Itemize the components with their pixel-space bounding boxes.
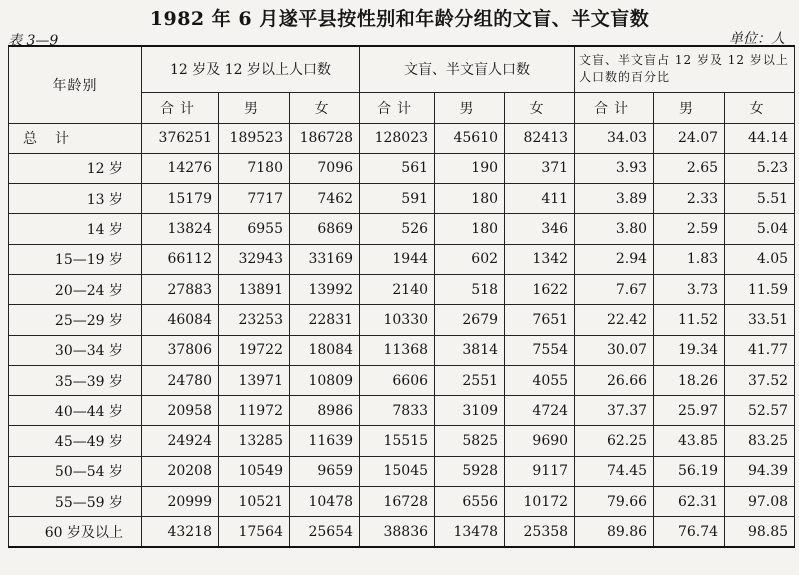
table-cell: 24.07 (654, 123, 725, 153)
table-cell: 10809 (290, 365, 360, 395)
table-row (9, 274, 795, 304)
table-cell: 2.65 (654, 153, 725, 183)
table-cell: 98.85 (725, 517, 795, 547)
table-cell: 10521 (219, 487, 290, 517)
row-label: 35—39 岁 (9, 365, 142, 395)
table-cell: 5.51 (725, 184, 795, 214)
table-cell: 19722 (219, 335, 290, 365)
table-cell: 180 (435, 184, 505, 214)
table-cell: 89.86 (575, 517, 654, 547)
table-row (9, 396, 795, 426)
table-cell: 19.34 (654, 335, 725, 365)
table-cell: 45610 (435, 123, 505, 153)
table-cell: 17564 (219, 517, 290, 547)
table-cell: 9659 (290, 456, 360, 486)
table-cell: 11368 (360, 335, 435, 365)
table-cell: 6556 (435, 487, 505, 517)
table-cell: 33169 (290, 244, 360, 274)
subheader-female: 女 (505, 92, 575, 123)
table-cell: 46084 (142, 305, 219, 335)
row-label: 25—29 岁 (9, 305, 142, 335)
table-cell: 7833 (360, 396, 435, 426)
table-row (9, 365, 795, 395)
table-cell: 561 (360, 153, 435, 183)
group-header-illiterate: 文盲、半文盲人口数 (360, 46, 575, 92)
table-row (9, 123, 795, 153)
table-cell: 10172 (505, 487, 575, 517)
table-cell: 79.66 (575, 487, 654, 517)
table-cell: 11639 (290, 426, 360, 456)
table-cell: 22.42 (575, 305, 654, 335)
table-cell: 7651 (505, 305, 575, 335)
table-row (9, 305, 795, 335)
table-row (9, 426, 795, 456)
subheader-total: 合计 (360, 92, 435, 123)
table-cell: 186728 (290, 123, 360, 153)
table-cell: 2551 (435, 365, 505, 395)
table-cell: 25.97 (654, 396, 725, 426)
row-label: 15—19 岁 (9, 244, 142, 274)
table-cell: 13478 (435, 517, 505, 547)
subheader-male: 男 (435, 92, 505, 123)
table-cell: 128023 (360, 123, 435, 153)
literacy-table (8, 45, 795, 548)
table-cell: 25654 (290, 517, 360, 547)
table-row (9, 456, 795, 486)
table-cell: 10549 (219, 456, 290, 486)
table-cell: 2.59 (654, 214, 725, 244)
row-label: 60 岁及以上 (9, 517, 142, 547)
table-cell: 37.37 (575, 396, 654, 426)
table-cell: 18084 (290, 335, 360, 365)
subheader-female: 女 (290, 92, 360, 123)
table-cell: 3109 (435, 396, 505, 426)
table-cell: 3.93 (575, 153, 654, 183)
table-row (9, 214, 795, 244)
table-cell: 5825 (435, 426, 505, 456)
table-cell: 1622 (505, 274, 575, 304)
table-cell: 41.77 (725, 335, 795, 365)
table-cell: 3.73 (654, 274, 725, 304)
row-label: 20—24 岁 (9, 274, 142, 304)
table-cell: 62.25 (575, 426, 654, 456)
table-cell: 27883 (142, 274, 219, 304)
table-cell: 3.80 (575, 214, 654, 244)
row-label: 12 岁 (9, 153, 142, 183)
table-cell: 43.85 (654, 426, 725, 456)
table-cell: 32943 (219, 244, 290, 274)
table-cell: 3814 (435, 335, 505, 365)
table-cell: 13971 (219, 365, 290, 395)
table-cell: 15179 (142, 184, 219, 214)
table-cell: 66112 (142, 244, 219, 274)
table-cell: 18.26 (654, 365, 725, 395)
subheader-male: 男 (219, 92, 290, 123)
table-cell: 8986 (290, 396, 360, 426)
page-title: 1982 年 6 月遂平县按性别和年龄分组的文盲、半文盲数 (149, 8, 650, 30)
table-cell: 376251 (142, 123, 219, 153)
row-label: 45—49 岁 (9, 426, 142, 456)
table-cell: 37.52 (725, 365, 795, 395)
table-cell: 82413 (505, 123, 575, 153)
table-cell: 180 (435, 214, 505, 244)
table-body (9, 123, 795, 547)
subheader-total: 合计 (575, 92, 654, 123)
table-cell: 83.25 (725, 426, 795, 456)
table-cell: 189523 (219, 123, 290, 153)
row-label: 14 岁 (9, 214, 142, 244)
table-cell: 13891 (219, 274, 290, 304)
table-cell: 371 (505, 153, 575, 183)
table-cell: 4055 (505, 365, 575, 395)
row-label: 40—44 岁 (9, 396, 142, 426)
table-cell: 10330 (360, 305, 435, 335)
table-cell: 97.08 (725, 487, 795, 517)
table-cell: 76.74 (654, 517, 725, 547)
subheader-male: 男 (654, 92, 725, 123)
table-cell: 2679 (435, 305, 505, 335)
table-row (9, 487, 795, 517)
table-cell: 25358 (505, 517, 575, 547)
table-cell: 23253 (219, 305, 290, 335)
table-cell: 1944 (360, 244, 435, 274)
table-cell: 14276 (142, 153, 219, 183)
table-cell: 26.66 (575, 365, 654, 395)
table-cell: 7554 (505, 335, 575, 365)
table-cell: 34.03 (575, 123, 654, 153)
table-row (9, 517, 795, 547)
table-cell: 38836 (360, 517, 435, 547)
age-header: 年龄别 (9, 46, 142, 123)
row-label: 50—54 岁 (9, 456, 142, 486)
table-cell: 16728 (360, 487, 435, 517)
table-cell: 11.59 (725, 274, 795, 304)
table-cell: 9690 (505, 426, 575, 456)
table-cell: 10478 (290, 487, 360, 517)
table-cell: 15045 (360, 456, 435, 486)
table-cell: 7180 (219, 153, 290, 183)
table-cell: 11.52 (654, 305, 725, 335)
table-cell: 20208 (142, 456, 219, 486)
row-label: 55—59 岁 (9, 487, 142, 517)
table-cell: 20999 (142, 487, 219, 517)
row-label: 30—34 岁 (9, 335, 142, 365)
table-cell: 1342 (505, 244, 575, 274)
table-cell: 5928 (435, 456, 505, 486)
table-cell: 52.57 (725, 396, 795, 426)
table-cell: 6955 (219, 214, 290, 244)
table-cell: 3.89 (575, 184, 654, 214)
table-row (9, 244, 795, 274)
table-cell: 44.14 (725, 123, 795, 153)
table-cell: 7717 (219, 184, 290, 214)
table-cell: 1.83 (654, 244, 725, 274)
table-cell: 7.67 (575, 274, 654, 304)
table-cell: 15515 (360, 426, 435, 456)
table-cell: 24924 (142, 426, 219, 456)
table-cell: 37806 (142, 335, 219, 365)
table-cell: 33.51 (725, 305, 795, 335)
table-cell: 5.04 (725, 214, 795, 244)
table-cell: 2.94 (575, 244, 654, 274)
table-cell: 346 (505, 214, 575, 244)
table-cell: 13285 (219, 426, 290, 456)
row-label: 13 岁 (9, 184, 142, 214)
subheader-female: 女 (725, 92, 795, 123)
table-cell: 7096 (290, 153, 360, 183)
table-cell: 74.45 (575, 456, 654, 486)
table-cell: 7462 (290, 184, 360, 214)
table-cell: 13824 (142, 214, 219, 244)
table-cell: 2.33 (654, 184, 725, 214)
table-cell: 43218 (142, 517, 219, 547)
subheader-total: 合计 (142, 92, 219, 123)
table-cell: 62.31 (654, 487, 725, 517)
table-cell: 56.19 (654, 456, 725, 486)
table-row (9, 335, 795, 365)
table-cell: 190 (435, 153, 505, 183)
table-cell: 4724 (505, 396, 575, 426)
row-label: 总计 (9, 123, 142, 153)
table-cell: 4.05 (725, 244, 795, 274)
table-cell: 13992 (290, 274, 360, 304)
group-header-population: 12 岁及 12 岁以上人口数 (142, 46, 360, 92)
table-cell: 11972 (219, 396, 290, 426)
unit-label: 单位：人 (729, 31, 785, 47)
table-number: 表 3—9 (8, 33, 59, 49)
table-cell: 526 (360, 214, 435, 244)
table-row (9, 153, 795, 183)
table-cell: 411 (505, 184, 575, 214)
table-cell: 2140 (360, 274, 435, 304)
table-cell: 9117 (505, 456, 575, 486)
table-cell: 22831 (290, 305, 360, 335)
table-cell: 20958 (142, 396, 219, 426)
table-cell: 602 (435, 244, 505, 274)
table-cell: 6869 (290, 214, 360, 244)
table-row (9, 184, 795, 214)
group-header-percentage: 文盲、半文盲占 12 岁及 12 岁以上人口数的百分比 (575, 46, 795, 92)
table-cell: 6606 (360, 365, 435, 395)
table-cell: 518 (435, 274, 505, 304)
table-cell: 30.07 (575, 335, 654, 365)
table-cell: 94.39 (725, 456, 795, 486)
table-cell: 24780 (142, 365, 219, 395)
table-cell: 591 (360, 184, 435, 214)
table-cell: 5.23 (725, 153, 795, 183)
